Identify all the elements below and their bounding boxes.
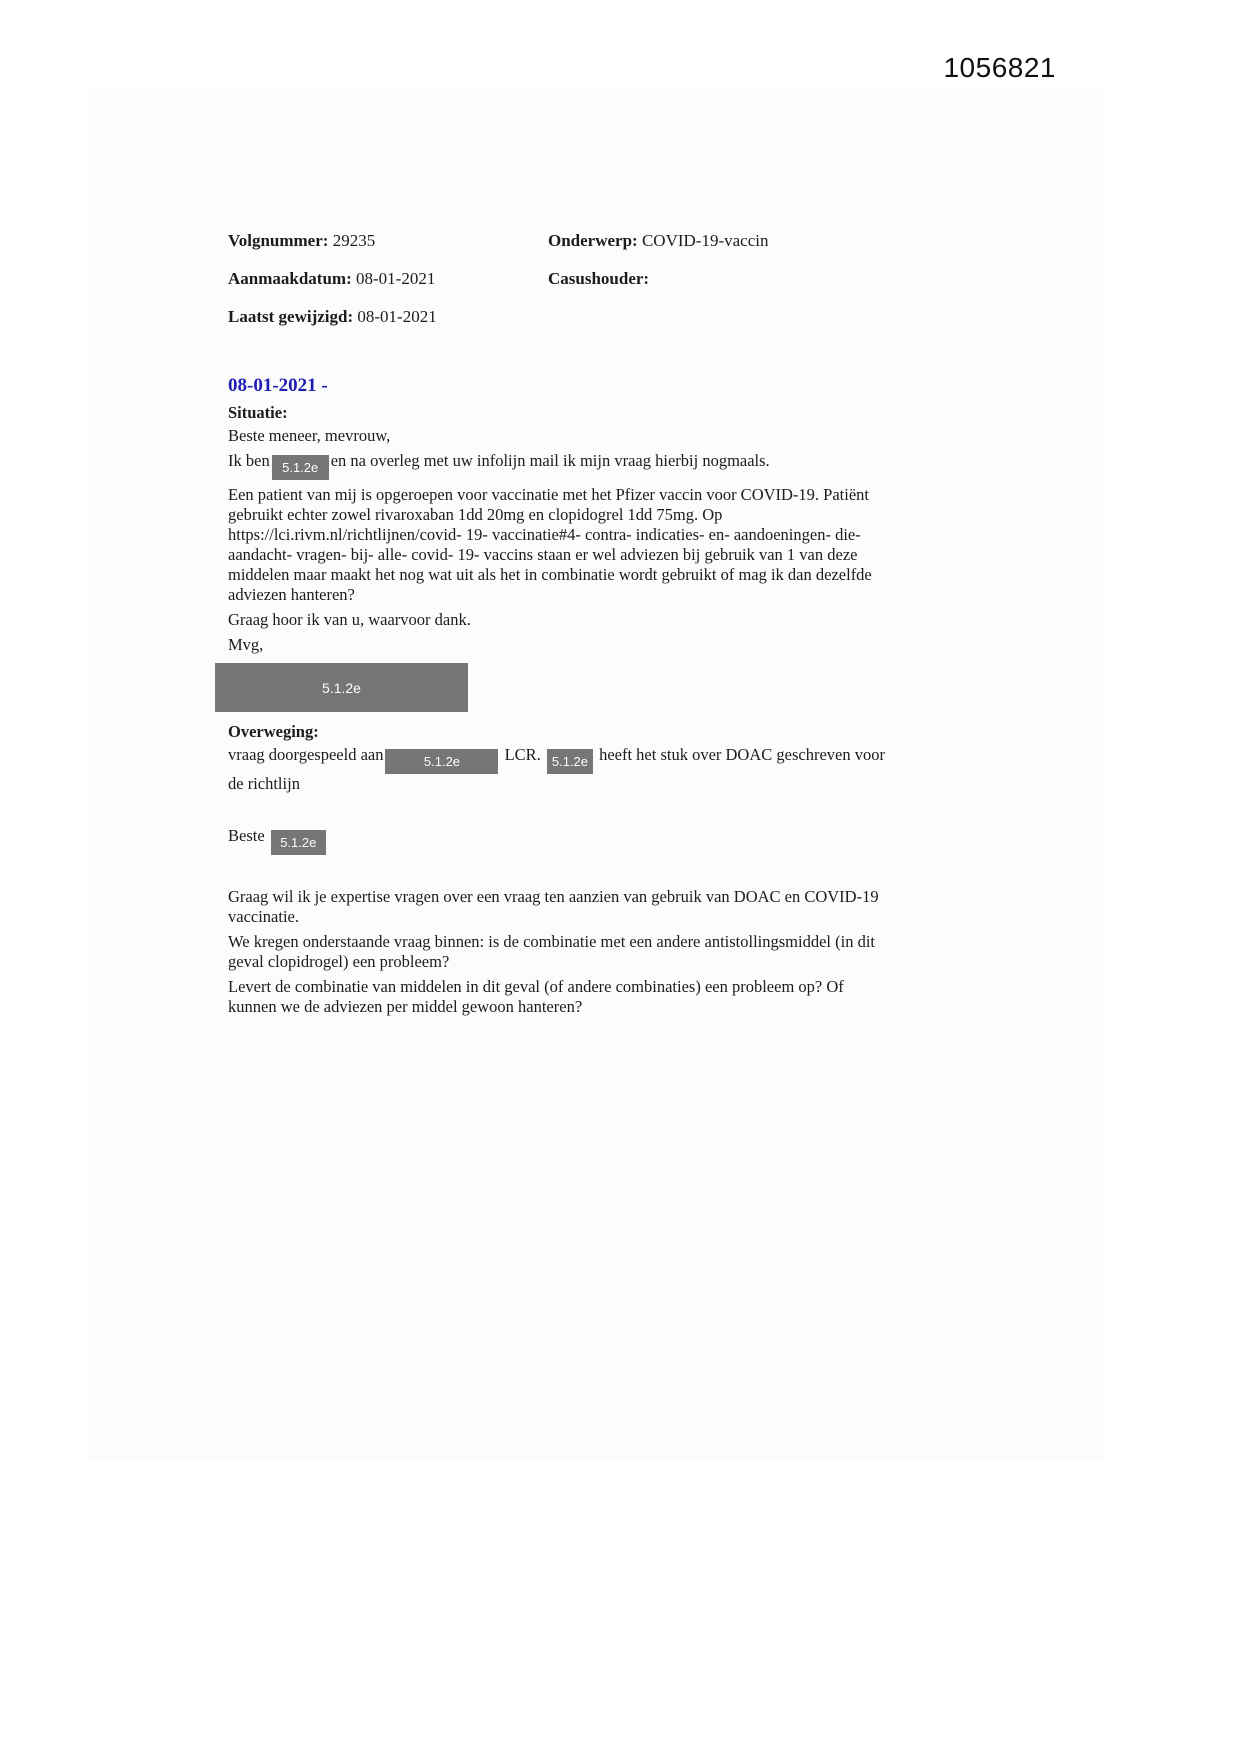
redaction-block	[215, 663, 468, 712]
metadata-cell	[228, 230, 548, 251]
redaction-box: 5.1.2e	[385, 749, 498, 774]
metadata-label: Laatst gewijzigd:	[228, 307, 354, 326]
redaction-label: 5.1.2e	[322, 679, 361, 696]
paragraph: vraag doorgespeeld aan 5.1.2e LCR. 5.1.2e heeft het stuk over DOAC geschreven voor de richtlijn	[228, 745, 885, 793]
paragraph: Een patient van mij is opgeroepen voor vaccinatie met het Pfizer vaccin voor COVID-19. Patiënt gebruikt echter zowel rivaroxaban 1dd 20mg en clopidogrel 1dd 75mg. Op https://lci.rivm.nl/richtlijnen/covid- 19- vaccinatie#4- contra- indicaties- en- aandoeningen- die- aandacht- vragen- bij- alle- covid- 19- vaccins staan er wel adviezen bij gebruik van 1 van deze middelen maar maakt het nog wat uit als het in combinatie wordt gebruikt of mag ik dan dezelfde adviezen hanteren?	[228, 485, 872, 604]
paragraph: Graag hoor ik van u, waarvoor dank.	[228, 610, 471, 629]
metadata-label: Casushouder:	[548, 269, 650, 288]
entry-date-heading: 08-01-2021 -	[228, 375, 328, 396]
redaction-box: 5.1.2e	[272, 455, 329, 480]
metadata-value: 08-01-2021	[357, 307, 437, 326]
section-heading: Situatie:	[228, 403, 288, 422]
paragraph: Beste 5.1.2e	[228, 826, 896, 855]
paragraph: We kregen onderstaande vraag binnen: is de combinatie met een andere antistollingsmiddel (in dit geval clopidrogel) een probleem?	[228, 932, 876, 971]
metadata-label: Aanmaakdatum:	[228, 269, 352, 288]
metadata-block	[228, 230, 908, 344]
entry-content	[228, 376, 896, 1022]
metadata-row	[228, 230, 908, 251]
metadata-cell	[228, 306, 548, 327]
metadata-value: 29235	[332, 231, 376, 250]
metadata-cell	[548, 268, 908, 289]
metadata-row	[228, 306, 908, 327]
paragraph: Mvg,	[228, 635, 264, 654]
metadata-cell	[548, 230, 908, 251]
metadata-value: COVID-19-vaccin	[641, 231, 769, 250]
redaction-box: 5.1.2e	[271, 830, 326, 855]
paragraph: Beste meneer, mevrouw,	[228, 426, 391, 445]
metadata-row	[228, 268, 908, 289]
metadata-value: 08-01-2021	[356, 269, 436, 288]
paragraph: Levert de combinatie van middelen in dit geval (of andere combinaties) een probleem op? Of kunnen we de adviezen per middel gewoon hanteren?	[228, 977, 844, 1016]
paragraph: Graag wil ik je expertise vragen over een vraag ten aanzien van gebruik van DOAC en COVID-19 vaccinatie.	[228, 887, 879, 926]
section-heading: Overweging:	[228, 722, 319, 741]
metadata-label: Volgnummer:	[228, 231, 329, 250]
paragraph: Ik ben 5.1.2e en na overleg met uw infolijn mail ik mijn vraag hierbij nogmaals.	[228, 451, 896, 480]
metadata-cell	[228, 268, 548, 289]
document-number: 1056821	[943, 52, 1056, 83]
metadata-cell	[548, 306, 908, 327]
metadata-label: Onderwerp:	[548, 231, 638, 250]
redaction-box: 5.1.2e	[547, 749, 593, 774]
entry-blocks	[228, 403, 896, 1017]
